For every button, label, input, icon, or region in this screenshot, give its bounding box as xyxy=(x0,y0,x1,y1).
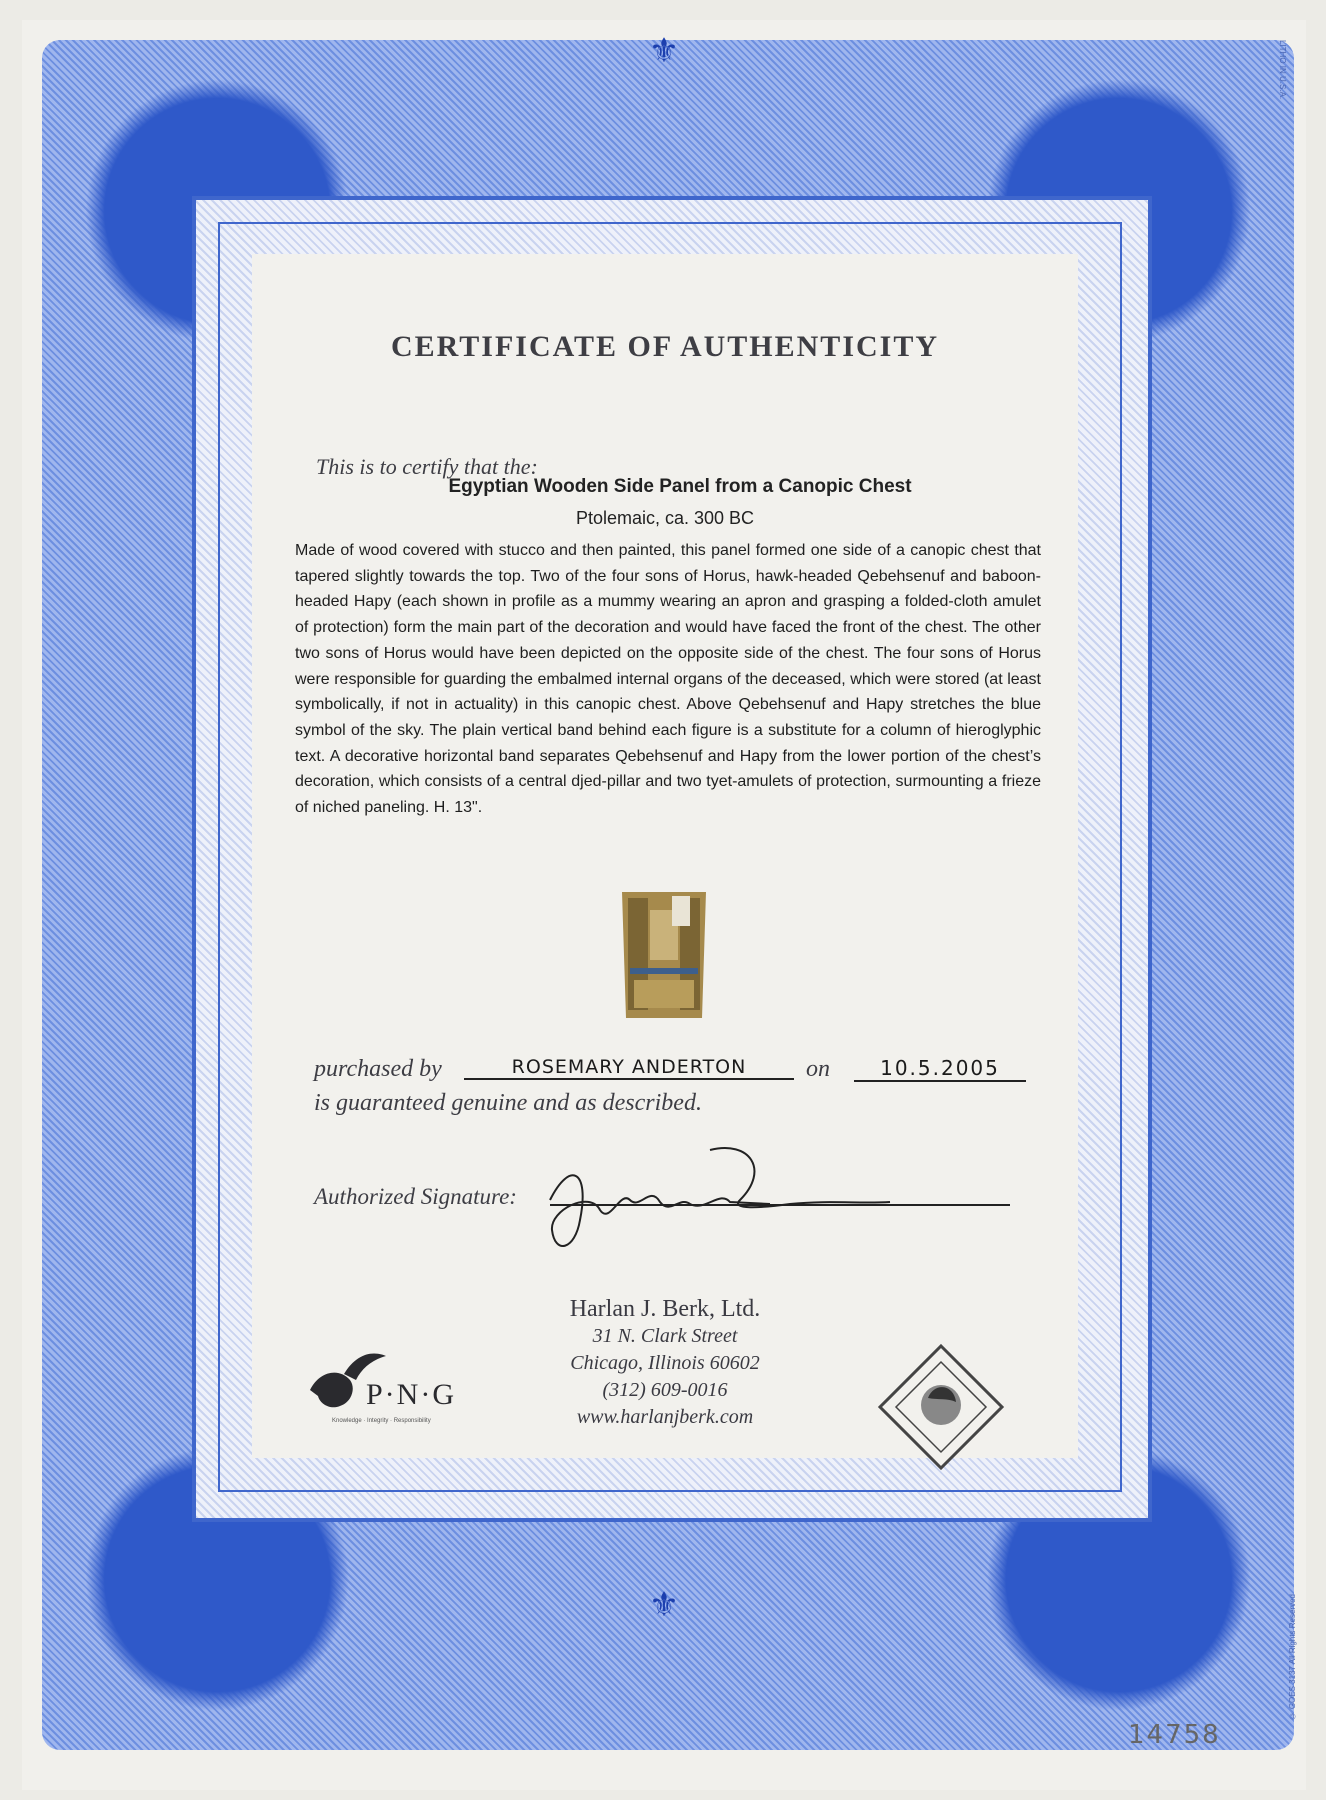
association-seal-icon xyxy=(876,1342,1006,1472)
handwritten-signature xyxy=(530,1130,910,1260)
fleur-ornament-bottom-icon: ⚜ xyxy=(648,1586,680,1624)
purchase-date: 10.5.2005 xyxy=(854,1056,1026,1082)
purchase-line xyxy=(314,1056,1034,1092)
text-panel xyxy=(252,254,1078,1458)
item-name: Egyptian Wooden Side Panel from a Canopic Chest xyxy=(448,476,912,497)
on-label: on xyxy=(806,1056,830,1082)
dealer-city: Chicago, Illinois 60602 xyxy=(570,1352,760,1374)
dealer-website: www.harlanjberk.com xyxy=(576,1406,754,1428)
dealer-street: 31 N. Clark Street xyxy=(592,1325,738,1347)
dealer-block xyxy=(480,1296,850,1431)
dealer-name: Harlan J. Berk, Ltd. xyxy=(569,1296,761,1322)
certificate-title: CERTIFICATE OF AUTHENTICITY xyxy=(390,330,940,363)
item-period: Ptolemaic, ca. 300 BC xyxy=(575,508,755,528)
handwritten-inventory-number: 14758 xyxy=(1128,1720,1221,1750)
purchased-by-label: purchased by xyxy=(314,1056,442,1082)
dealer-phone: (312) 609-0016 xyxy=(602,1379,728,1401)
authorized-signature-label: Authorized Signature: xyxy=(314,1184,517,1209)
fleur-ornament-top-icon: ⚜ xyxy=(648,32,680,70)
artifact-photo xyxy=(616,890,712,1020)
purchaser-name: ROSEMARY ANDERTON xyxy=(464,1056,794,1080)
litho-print-note: LITHO IN U.S.A. xyxy=(1278,40,1287,100)
certify-phrase: This is to certify that the: xyxy=(316,454,538,479)
item-description: Made of wood covered with stucco and then painted, this panel formed one side of a canopic chest that tapered slightly towards the top. Two of the four sons of Horus, hawk-headed Qebehsenuf and baboon-headed Hapy (each shown in profile as a mummy wearing an apron and grasping a folded-cloth amulet of protection) form the main part of the decoration and would have faced the front of the chest. The other two sons of Horus would have been depicted on the opposite side of the chest. The four sons of Horus were responsible for guarding the embalmed internal organs of the deceased, which were stored (at least symbolically, if not in actuality) in this canopic chest. Above Qebehsenuf and Hapy stretches the blue symbol of the sky. The plain vertical band behind each figure is a substitute for a column of hieroglyphic text. A decorative horizontal band separates Qebehsenuf and Hapy from the lower portion of the chest’s decoration, which consists of a central djed-pillar and two tyet-amulets of protection, surmounting a frieze of niched paneling. H. 13". xyxy=(295,542,1041,817)
png-tagline: Knowledge · Integrity · Responsibility xyxy=(332,1418,431,1424)
png-logo-text: P·N·G xyxy=(366,1378,456,1411)
guarantee-statement: is guaranteed genuine and as described. xyxy=(314,1090,702,1116)
copyright-print-note: © GOES 3137 All Rights Reserved xyxy=(1288,1594,1297,1721)
